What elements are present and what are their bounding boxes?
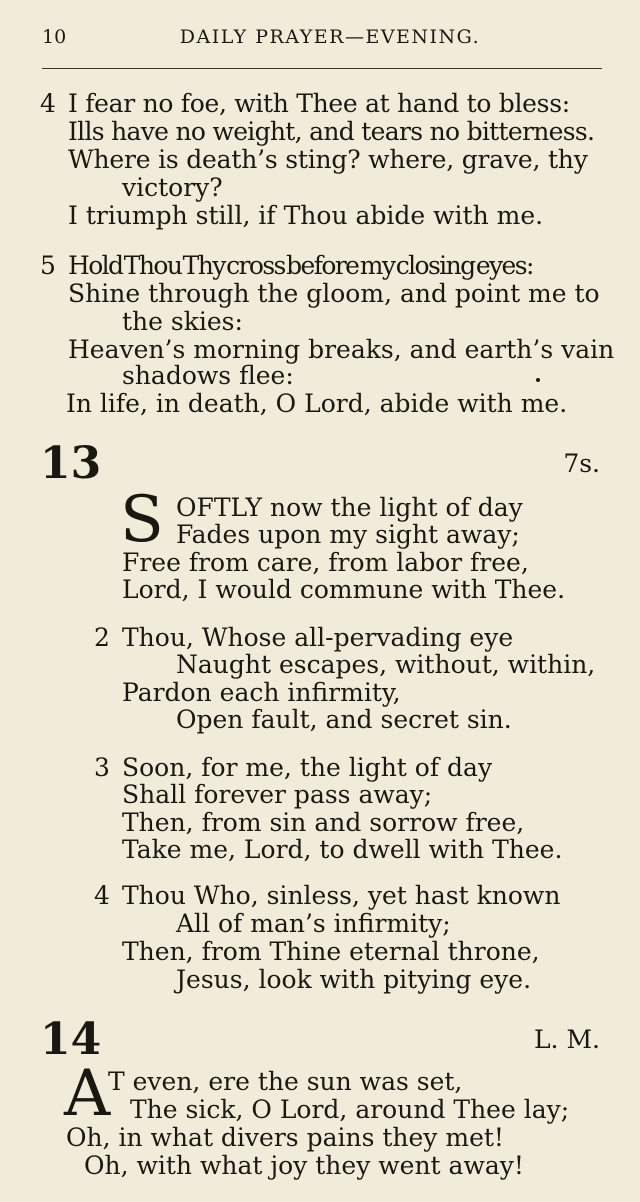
verse-line: Pardon each infirmity,: [122, 678, 401, 707]
stanza-number: 3: [94, 753, 110, 782]
hymn-number: 13: [40, 438, 102, 489]
hymn-number: 14: [40, 1014, 102, 1065]
verse-line: Soon, for me, the light of day: [122, 753, 493, 782]
verse-line: Where is death’s sting? where, grave, thy: [68, 145, 588, 174]
stanza-number: 4: [40, 89, 56, 118]
verse-line: I fear no foe, with Thee at hand to bless:: [68, 89, 570, 118]
verse-line: shadows flee:: [122, 361, 294, 390]
verse-line: I triumph still, if Thou abide with me.: [68, 201, 544, 230]
verse-line: Hold Thou Thy cross before my closing eyes:: [68, 251, 533, 280]
verse-line: Fades upon my sight away;: [176, 520, 520, 549]
verse-line: Open fault, and secret sin.: [176, 705, 512, 734]
verse-line: Take me, Lord, to dwell with Thee.: [122, 835, 563, 864]
hymn-meter: L. M.: [533, 1025, 600, 1054]
running-title: DAILY PRAYER—EVENING.: [179, 26, 481, 48]
verse-line: Heaven’s morning breaks, and earth’s vain: [68, 335, 615, 364]
hymn-meter: 7s.: [563, 449, 600, 478]
verse-line: Lord, I would commune with Thee.: [122, 575, 566, 604]
verse-line: Ills have no weight, and tears no bitterness.: [68, 117, 595, 146]
page-number: 10: [42, 26, 67, 48]
verse-line: Thou, Whose all-pervading eye: [122, 623, 514, 652]
stanza-number: 2: [94, 623, 110, 652]
verse-line: Oh, with what joy they went away!: [84, 1151, 524, 1180]
verse-line: Then, from sin and sorrow free,: [122, 808, 525, 837]
verse-line: Then, from Thine eternal throne,: [122, 937, 540, 966]
verse-line: Shine through the gloom, and point me to: [68, 279, 600, 308]
stray-ink-dot: [536, 378, 540, 382]
verse-line: Shall forever pass away;: [122, 780, 433, 809]
verse-line: Jesus, look with pitying eye.: [176, 965, 532, 994]
verse-line: Thou Who, sinless, yet hast known: [122, 881, 561, 910]
verse-line: In life, in death, O Lord, abide with me.: [66, 389, 568, 418]
verse-line: OFTLY now the light of day: [176, 493, 523, 522]
drop-cap: S: [120, 483, 164, 557]
verse-line: T even, ere the sun was set,: [108, 1067, 463, 1096]
verse-line: Oh, in what divers pains they met!: [66, 1123, 504, 1152]
header-rule: [42, 68, 602, 69]
verse-line: victory?: [122, 173, 223, 202]
verse-line: Free from care, from labor free,: [122, 548, 529, 577]
verse-line: All of man’s infirmity;: [176, 909, 451, 938]
stanza-number: 4: [94, 881, 110, 910]
verse-line: Naught escapes, without, within,: [176, 650, 596, 679]
verse-line: The sick, O Lord, around Thee lay;: [130, 1095, 570, 1124]
drop-cap: A: [64, 1057, 111, 1131]
stanza-number: 5: [40, 251, 56, 280]
verse-line: the skies:: [122, 307, 243, 336]
